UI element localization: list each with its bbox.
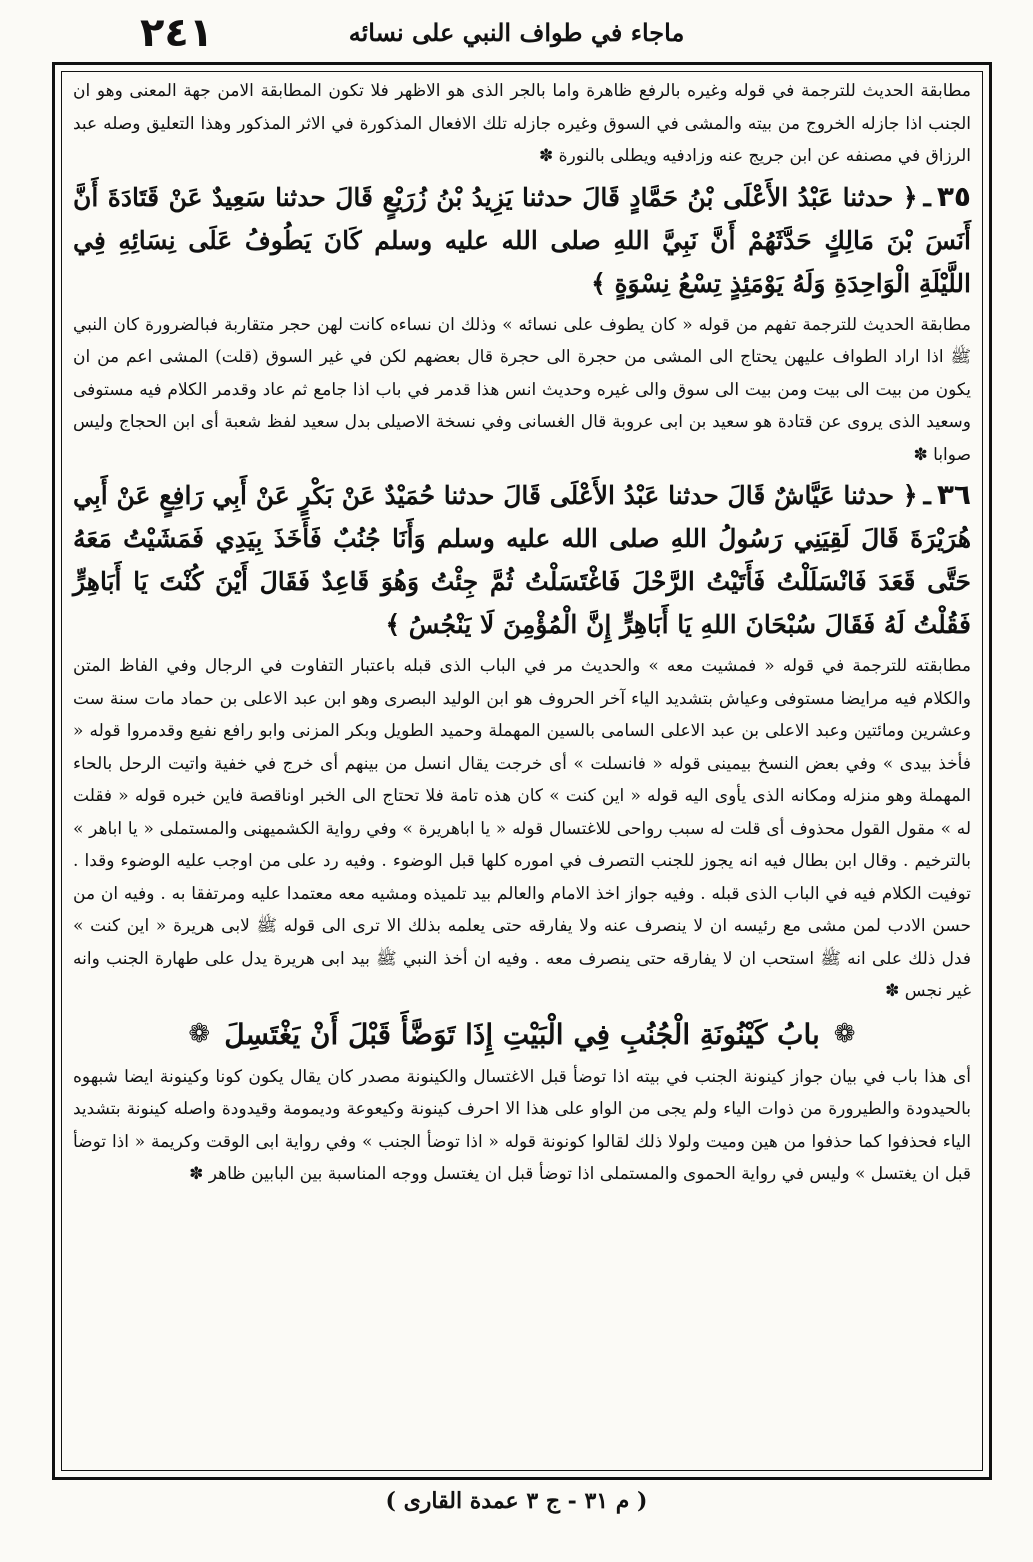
hadith-number: ٣٥ [936,179,971,213]
hadith-35 [73,175,971,305]
commentary-paragraph: مطابقة الحديث للترجمة تفهم من قوله « كان يطوف على نسائه » وذلك ان نساءه كانت لهن حجر متقاربة فبالضرورة كان النبي ﷺ اذا اراد الطواف عليهن يحتاج الى المشى من حجرة الى حجرة قال بعضهم لكن في غير السوق (قلت) المشى اعم من ان يكون من بيت الى بيت ومن بيت الى سوق والى غيره وحديث انس هذا قدمر في باب اذا جامع ثم عاد وقدمر الكلام فيه مستوفى وسعيد الذى يروى عن قتادة هو سعيد بن ابى عروبة قال الغسانى وفي نسخة الاصيلى بدل سعيد لفظ شعبة أى ابن الحجاج وليس صوابا ✽ [73,314,971,465]
running-title: ماجاء في طواف النبي على نسائه [348,18,685,47]
hadith-number: ٣٦ [936,478,971,511]
commentary-paragraph: أى هذا باب في بيان جواز كينونة الجنب في بيته اذا توضأ قبل الاغتسال والكينونة مصدر كان يقال يكون كونا وكينونة ايضا شبهوه بالحيدودة والطيرورة من ذوات الياء ولم يجى من الواو على هذا الا احرف كينونة وكيعوعة وديمومة وقيدودة واصله كينونة بتشديد الياء فحذفوا كما حذفوا من هين وميت ولولا ذلك لقالوا كونونة قوله « اذا توضأ الجنب » وفي رواية ابى الوقت وكريمة « اذا توضأ قبل ان يغتسل » وليس في رواية الحموى والمستملى اذا توضأ قبل ان يغتسل ووجه المناسبة بين البابين ظاهر ✽ [73,1066,971,1184]
hadith-text: ﴿ حدثنا عَيَّاشٌ قَالَ حدثنا عَبْدُ الأَعْلَى قَالَ حدثنا حُمَيْدٌ عَنْ بَكْرٍ عَنْ أَبِي رَافِعٍ عَنْ أَبِي هُرَيْرَةَ قَالَ لَقِيَنِي رَسُولُ اللهِ صلى الله عليه وسلم وَأَنَا جُنُبٌ فَأَخَذَ بِيَدِي فَمَشَيْتُ مَعَهُ حَتَّى قَعَدَ فَانْسَلَلْتُ فَأَتَيْتُ الرَّحْلَ فَاغْتَسَلْتُ ثُمَّ جِئْتُ وَهُوَ قَاعِدٌ فَقَالَ أَيْنَ كُنْتَ يَا أَبَاهِرٍّ فَقُلْتُ لَهُ فَقَالَ سُبْحَانَ اللهِ يَا أَبَاهِرٍّ إِنَّ الْمُؤْمِنَ لَا يَنْجُسُ ﴾ [73,481,971,639]
hadith-separator: ـ [923,182,931,212]
chapter-title: بابُ كَيْنُونَةِ الْجُنُبِ فِي الْبَيْتِ إِذَا تَوَضَّأَ قَبْلَ أَنْ يَغْتَسِلَ [224,1017,820,1051]
commentary-paragraph: مطابقة الحديث للترجمة في قوله وغيره بالرفع ظاهرة واما بالجر الذى هو الاظهر فلا تكون المطابقة الامن جهة المعنى وهو ان الجنب اذا جازله الخروج من بيته والمشى في السوق وغيره جازله تلك الافعال المذكورة في الاثر المذكور وهذا التعليق وصله عبد الرزاق في مصنفه عن ابن جريج عنه وزادفيه ويطلى بالنورة ✽ [73,81,971,166]
page-footer-signature: ( م ٣١ - ج ٣ عمدة القارى ) [385,1488,648,1514]
hadith-36 [73,473,971,646]
ornament-icon: ❁ [833,1019,856,1049]
chapter-heading [73,1018,971,1051]
hadith-text: ﴿ حدثنا عَبْدُ الأَعْلَى بْنُ حَمَّادٍ قَالَ حدثنا يَزِيدُ بْنُ زُرَيْعٍ قَالَ حدثنا سَعِيدٌ عَنْ قَتَادَةَ أَنَّ أَنَسَ بْنَ مَالِكٍ حَدَّثَهُمْ أَنَّ نَبِيَّ اللهِ صلى الله عليه وسلم كَانَ يَطُوفُ عَلَى نِسَائِهِ فِي اللَّيْلَةِ الْوَاحِدَةِ وَلَهُ يَوْمَئِذٍ تِسْعُ نِسْوَةٍ ﴾ [73,182,971,298]
page-header [60,6,973,62]
page-frame [52,62,992,1480]
page-content [73,75,971,1191]
ornament-icon: ❁ [188,1019,211,1049]
commentary-paragraph: مطابقته للترجمة في قوله « فمشيت معه » والحديث مر في الباب الذى قبله باعتبار التفاوت في الرجال وفي الفاظ المتن والكلام فيه مرايضا مستوفى وعياش بتشديد الياء آخر الحروف هو ابن الوليد البصرى وهو ابن عبد الاعلى بن حماد مات سنة ست وعشرين ومائتين وعبد الاعلى بن عبد الاعلى السامى بالسين المهملة وحميد الطويل وبكر المزنى وابو رافع نفيع وقدمروا قوله « فأخذ بيدى » وفي بعض النسخ بيمينى قوله « فانسلت » أى خرجت يقال انسل من بينهم أى خرج في خفية واتيت الرحل بالحاء المهملة وهو منزله ومكانه الذى يأوى اليه قوله « اين كنت » كان هذه تامة فلا تحتاج الى الخبر اوناقصة فاين خبره قوله « فقلت له » مقول القول محذوف أى قلت له سبب رواحى للاغتسال قوله « يا اباهريرة » وفي رواية الكشميهنى والمستملى « يا اباهر » بالترخيم . وقال ابن بطال فيه انه يجوز للجنب التصرف في اموره كلها قبل الوضوء . وفيه رد على من اوجب عليه الوضوء وقدا . توفيت الكلام فيه في الباب الذى قبله . وفيه جواز اخذ الامام والعالم بيد تلميذه ومشيه معه معتمدا عليه ومرتفقا به . وفيه ان من حسن الادب لمن مشى مع رئيسه ان لا ينصرف عنه ولا يفارقه حتى يعلمه بذلك الا ترى الى قوله ﷺ لابى هريرة « اين كنت » فدل ذلك على انه ﷺ استحب ان لا يفارقه حتى ينصرف معه . وفيه ان أخذ النبي ﷺ بيد ابى هريرة يدل على طهارة الجنب وانه غير نجس ✽ [73,656,971,1001]
hadith-separator: ـ [923,481,931,510]
page-number: ٢٤١ [140,10,214,56]
